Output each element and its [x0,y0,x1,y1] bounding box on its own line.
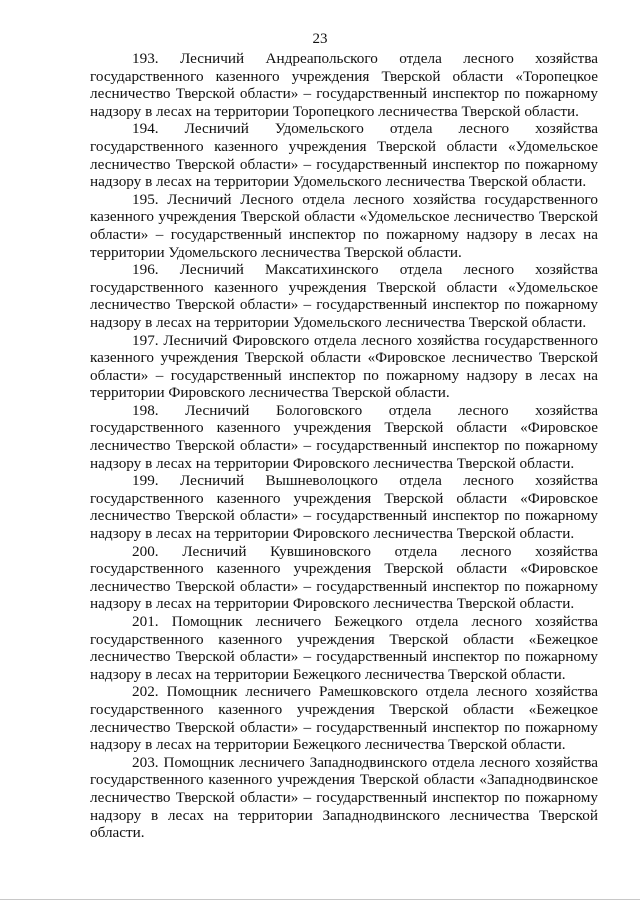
paragraph-195: 195. Лесничий Лесного отдела лесного хозяйства государственного казенного учреждения Тверской области «Удомельское лесничество Тверской области» – государственный инспектор по пожарному надзору в лесах на территории Удомельского лесничества Тверской области. [90,190,598,261]
document-body [90,50,598,842]
paragraph-199: 199. Лесничий Вышневолоцкого отдела лесного хозяйства государственного казенного учреждения Тверской области «Фировское лесничество Тверской области» – государственный инспектор по пожарному надзору в лесах на территории Фировского лесничества Тверской области. [90,472,598,543]
page-number: 23 [312,31,328,47]
paragraph-203: 203. Помощник лесничего Западнодвинского отдела лесного хозяйства государственного казенного учреждения Тверской области «Западнодвинское лесничество Тверской области» – государственный инспектор по пожарному надзору в лесах на территории Западнодвинского лесничества Тверской области. [90,753,598,842]
paragraph-200: 200. Лесничий Кувшиновского отдела лесного хозяйства государственного казенного учреждения Тверской области «Фировское лесничество Тверской области» – государственный инспектор по пожарному надзору в лесах на территории Фировского лесничества Тверской области. [90,542,598,613]
paragraph-194: 194. Лесничий Удомельского отдела лесного хозяйства государственного казенного учреждения Тверской области «Удомельское лесничество Тверской области» – государственный инспектор по пожарному надзору в лесах на территории Удомельского лесничества Тверской области. [90,120,598,191]
paragraph-196: 196. Лесничий Максатихинского отдела лесного хозяйства государственного казенного учреждения Тверской области «Удомельское лесничество Тверской области» – государственный инспектор по пожарному надзору в лесах на территории Удомельского лесничества Тверской области. [90,261,598,331]
paragraph-202: 202. Помощник лесничего Рамешковского отдела лесного хозяйства государственного казенного учреждения Тверской области «Бежецкое лесничество Тверской области» – государственный инспектор по пожарному надзору в лесах на территории Бежецкого лесничества Тверской области. [90,683,598,754]
paragraph-201: 201. Помощник лесничего Бежецкого отдела лесного хозяйства государственного казенного учреждения Тверской области «Бежецкое лесничество Тверской области» – государственный инспектор по пожарному надзору в лесах на территории Бежецкого лесничества Тверской области. [90,613,598,683]
page-bottom-edge [0,899,640,900]
paragraph-198: 198. Лесничий Бологовского отдела лесного хозяйства государственного казенного учреждения Тверской области «Фировское лесничество Тверской области» – государственный инспектор по пожарному надзору в лесах на территории Фировского лесничества Тверской области. [90,401,598,472]
paragraph-197: 197. Лесничий Фировского отдела лесного хозяйства государственного казенного учреждения Тверской области «Фировское лесничество Тверской области» – государственный инспектор по пожарному надзору в лесах на территории Фировского лесничества Тверской области. [90,331,598,402]
paragraph-193: 193. Лесничий Андреапольского отдела лесного хозяйства государственного казенного учреждения Тверской области «Торопецкое лесничество Тверской области» – государственный инспектор по пожарному надзору в лесах на территории Торопецкого лесничества Тверской области. [90,50,598,120]
